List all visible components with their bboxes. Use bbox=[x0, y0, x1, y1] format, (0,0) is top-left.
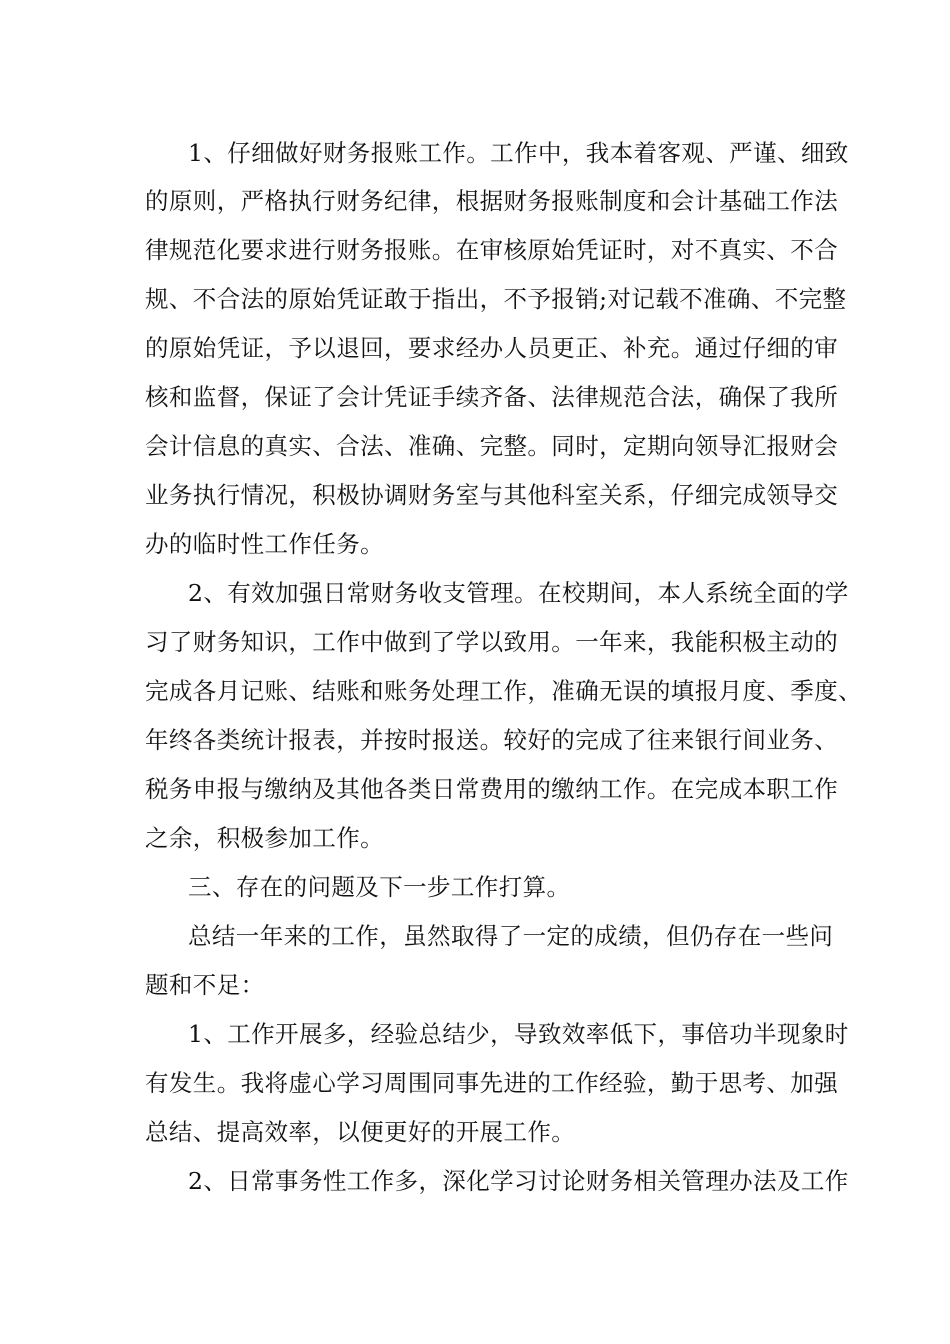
text-line: 业务执行情况，积极协调财务室与其他科室关系，仔细完成领导交 bbox=[145, 481, 839, 509]
text-line: 1、仔细做好财务报账工作。工作中，我本着客观、严谨、细致 bbox=[188, 139, 849, 167]
text-line: 年终各类统计报表，并按时报送。较好的完成了往来银行间业务、 bbox=[145, 726, 839, 754]
text-line: 完成各月记账、结账和账务处理工作，准确无误的填报月度、季度、 bbox=[145, 677, 862, 705]
text-line: 1、工作开展多，经验总结少，导致效率低下，事倍功半现象时 bbox=[188, 1020, 849, 1048]
text-line: 2、日常事务性工作多，深化学习讨论财务相关管理办法及工作 bbox=[188, 1167, 849, 1195]
text-line: 2、有效加强日常财务收支管理。在校期间，本人系统全面的学 bbox=[188, 579, 849, 607]
text-line: 有发生。我将虚心学习周围同事先进的工作经验，勤于思考、加强 bbox=[145, 1069, 839, 1097]
text-line: 总结、提高效率，以便更好的开展工作。 bbox=[145, 1118, 576, 1146]
section-heading: 三、存在的问题及下一步工作打算。 bbox=[188, 873, 571, 901]
text-line: 题和不足： bbox=[145, 971, 265, 999]
text-line: 律规范化要求进行财务报账。在审核原始凭证时，对不真实、不合 bbox=[145, 236, 839, 264]
text-line: 的原则，严格执行财务纪律，根据财务报账制度和会计基础工作法 bbox=[145, 187, 839, 215]
text-line: 习了财务知识，工作中做到了学以致用。一年来，我能积极主动的 bbox=[145, 628, 839, 656]
text-line: 总结一年来的工作，虽然取得了一定的成绩，但仍存在一些问 bbox=[188, 922, 834, 950]
text-line: 之余，积极参加工作。 bbox=[145, 824, 384, 852]
text-line: 办的临时性工作任务。 bbox=[145, 530, 384, 558]
text-line: 会计信息的真实、合法、准确、完整。同时，定期向领导汇报财会 bbox=[145, 432, 839, 460]
text-line: 的原始凭证，予以退回，要求经办人员更正、补充。通过仔细的审 bbox=[145, 334, 839, 362]
text-line: 核和监督，保证了会计凭证手续齐备、法律规范合法，确保了我所 bbox=[145, 383, 839, 411]
text-line: 税务申报与缴纳及其他各类日常费用的缴纳工作。在完成本职工作 bbox=[145, 775, 839, 803]
text-line: 规、不合法的原始凭证敢于指出，不予报销;对记载不准确、不完整 bbox=[145, 285, 847, 313]
